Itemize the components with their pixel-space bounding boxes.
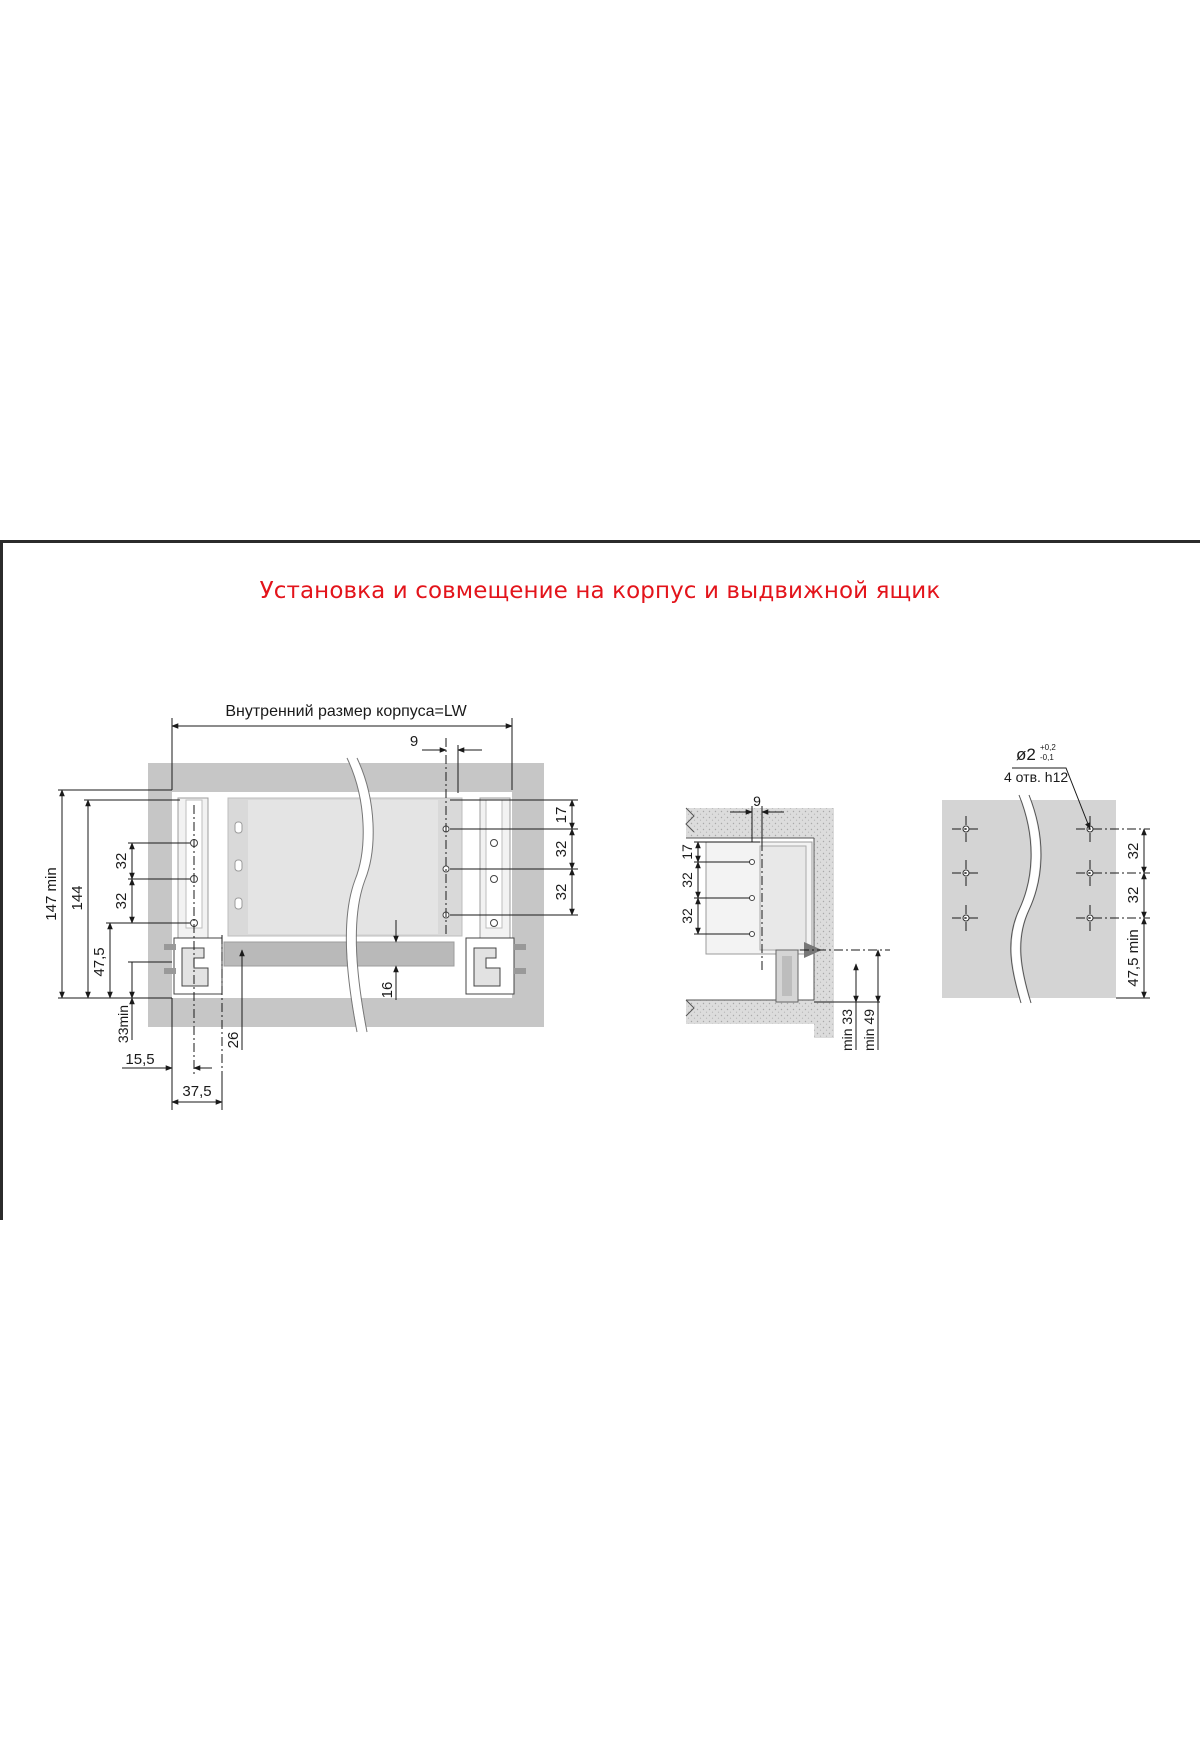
dim-9-label: 9 (409, 733, 419, 750)
drawer-front-plate (248, 800, 438, 934)
cabinet-wall-bottom (686, 1000, 814, 1024)
front-view (43, 703, 578, 1110)
dim-15-5-label: 15,5 (125, 1051, 155, 1068)
hole-tol-upper: +0,2 (1040, 743, 1056, 752)
cabinet-wall-side (814, 808, 834, 1038)
dim-16-label: 16 (379, 981, 396, 999)
inner-width-label: Внутренний размер корпуса=LW (225, 703, 467, 720)
dim-37-5-label: 37,5 (182, 1083, 212, 1100)
mid-dim-17-label: 17 (679, 844, 695, 860)
hole-tol-lower: -0,1 (1040, 753, 1054, 762)
dim-32-r2-label: 32 (553, 883, 570, 901)
dim-147min-label: 147 min (43, 867, 60, 921)
dim-17-label: 17 (553, 806, 570, 824)
right-dim-47-5min-label: 47,5 min (1125, 929, 1142, 987)
hole-pattern-view (942, 743, 1150, 1003)
drawer-bottom-bar (224, 942, 454, 966)
hole-diameter-label: ø2 (1016, 745, 1036, 764)
dim-144-label: 144 (69, 885, 86, 911)
right-dim-32-b-label: 32 (1125, 886, 1142, 904)
mid-dim-32-b-label: 32 (679, 908, 695, 924)
page-title: Установка и совмещение на корпус и выдвижной ящик (259, 578, 941, 604)
mid-dim-min33-label: min 33 (839, 1008, 855, 1052)
mid-dim-32-a-label: 32 (679, 872, 695, 888)
dim-32-b-label: 32 (113, 892, 130, 910)
dim-32-a-label: 32 (113, 852, 130, 870)
dim-32-r1-label: 32 (553, 840, 570, 858)
mid-dim-min49-label: min 49 (861, 1008, 877, 1052)
mid-dim-9-label: 9 (753, 793, 761, 809)
hole-note-label: 4 отв. h12 (1004, 769, 1069, 785)
dim-26-label: 26 (225, 1031, 242, 1049)
dim-47-5-label: 47,5 (91, 947, 108, 977)
right-dim-32-a-label: 32 (1125, 842, 1142, 860)
dim-33min-label: 33min (115, 1004, 131, 1044)
side-view (679, 793, 890, 1051)
